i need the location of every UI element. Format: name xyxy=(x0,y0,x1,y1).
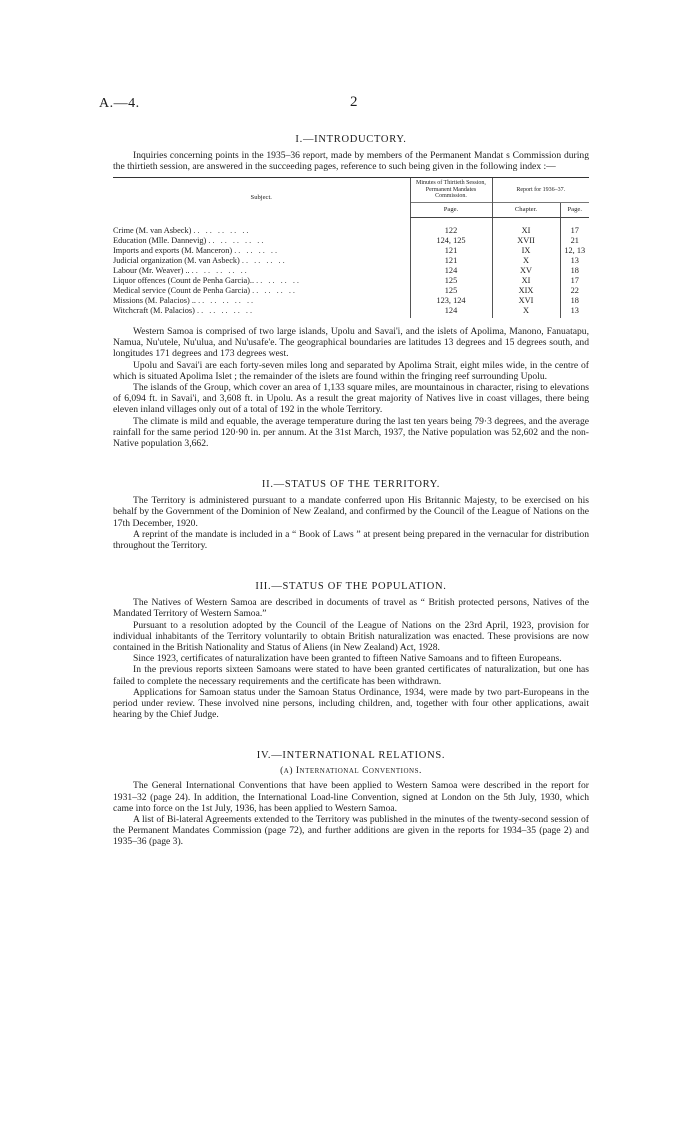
row-subject: Imports and exports (M. Manceron) .. .. .. .. xyxy=(113,245,280,255)
subsection-title-conventions: (a) International Conventions. xyxy=(280,766,422,777)
page-reference: A.—4. xyxy=(99,96,140,111)
chapter-header: Chapter. xyxy=(492,202,560,217)
row-subject: Crime (M. van Asbeck) .. .. .. .. .. xyxy=(113,225,251,235)
row-subject: Liquor offences (Count de Penha Garcia).. .. .. .. .. xyxy=(113,275,301,285)
table-row xyxy=(113,276,589,286)
row-subject: Labour (Mr. Weaver) .. .. .. .. .. .. xyxy=(113,265,249,275)
row-page: 18 xyxy=(560,296,589,306)
table-row xyxy=(113,296,589,306)
table-row xyxy=(113,217,589,236)
row-chapter: X xyxy=(492,256,560,266)
row-page: 17 xyxy=(560,276,589,286)
paragraph: The Natives of Western Samoa are described in documents of travel as “ British protected persons, Natives of the Mandated Territory of Western Samoa.” xyxy=(113,597,589,620)
row-chapter: XI xyxy=(492,276,560,286)
page-number: 2 xyxy=(350,94,358,110)
row-page: 13 xyxy=(560,306,589,318)
row-chapter: XV xyxy=(492,266,560,276)
row-subject: Medical service (Count de Penha Garcia) .. .. .. .. xyxy=(113,285,297,295)
paragraph: A reprint of the mandate is included in a “ Book of Laws ” at present being prepared in the vernacular for distribution throughout the Territory. xyxy=(113,528,589,551)
row-chapter: IX xyxy=(492,246,560,256)
row-subject: Education (Mlle. Dannevig) .. .. .. .. .. xyxy=(113,235,266,245)
minutes-page-header: Page. xyxy=(410,202,492,217)
report-column-header: Report for 1936–37. xyxy=(492,178,589,203)
subject-column-header: Subject. xyxy=(113,178,410,218)
report-page-header: Page. xyxy=(560,202,589,217)
row-page: 17 xyxy=(560,217,589,236)
paragraph: Applications for Samoan status under the Samoan Status Ordinance, 1934, were made by two part-Europeans in the period under review. These involved nine persons, including children, and, together with four other applications, await hearing by the Chief Judge. xyxy=(113,686,589,721)
row-chapter: XI xyxy=(492,217,560,236)
table-row xyxy=(113,286,589,296)
paragraph: The climate is mild and equable, the average temperature during the last ten years being 79·3 degrees, and the average rainfall for the same period 120·90 in. per annum. At the 31st March, 1937, the Native population was 52,602 and the non-Native population 3,662. xyxy=(113,415,589,449)
row-chapter: XVII xyxy=(492,236,560,246)
row-page: 22 xyxy=(560,286,589,296)
row-minutes: 123, 124 xyxy=(410,296,492,306)
row-minutes: 122 xyxy=(410,217,492,236)
row-chapter: X xyxy=(492,306,560,318)
minutes-column-header: Minutes of Thirtieth Session, Permanent Mandates Commission. xyxy=(410,178,492,203)
table-row xyxy=(113,306,589,318)
row-chapter: XVI xyxy=(492,296,560,306)
row-subject: Witchcraft (M. Palacios) .. .. .. .. .. xyxy=(113,305,255,315)
paragraph: Upolu and Savai'i are each forty-seven miles long and separated by Apolima Strait, eight miles wide, in the centre of which is situated Apolima Islet ; the remainder of the islets are found within the fringing reef surrounding Upolu. xyxy=(113,359,589,382)
row-page: 21 xyxy=(560,236,589,246)
paragraph: Pursuant to a resolution adopted by the Council of the League of Nations on the 23rd April, 1923, provision for individual inhabitants of the Territory voluntarily to obtain British naturalization was enacted. These provisions are now contained in the British Nationality and Status of Aliens (in New Zealand) Act, 1928. xyxy=(113,619,589,653)
page-body xyxy=(113,134,589,848)
paragraph: The General International Conventions that have been applied to Western Samoa were described in the report for 1931–32 (page 24). In addition, the International Load-line Convention, signed at London on the 5th July, 1930, which came into force on the 1st July, 1936, has been applied to Western Samoa. xyxy=(113,780,589,814)
section-title-status-population: III.—STATUS OF THE POPULATION. xyxy=(255,581,447,593)
table-row xyxy=(113,256,589,266)
row-minutes: 124, 125 xyxy=(410,236,492,246)
section-title-international-relations: IV.—INTERNATIONAL RELATIONS. xyxy=(256,750,446,762)
table-row xyxy=(113,236,589,246)
table-row xyxy=(113,266,589,276)
row-minutes: 124 xyxy=(410,266,492,276)
paragraph: Western Samoa is comprised of two large islands, Upolu and Savai'i, and the islets of Apolima, Manono, Fanuatapu, Namua, Nu'utele, Nu'ulua, and Nu'usafe'e. The geographical boundaries are latitudes 13 degrees and 15 degrees south, and longitudes 171 degrees and 173 degrees west. xyxy=(113,325,589,360)
paragraph: The Territory is administered pursuant to a mandate conferred upon His Britannic Majesty, to be exercised on his behalf by the Government of the Dominion of New Zealand, and confirmed by the Council of the League of Nations on the 17th December, 1920. xyxy=(113,495,589,529)
row-page: 18 xyxy=(560,266,589,276)
paragraph: In the previous reports sixteen Samoans were stated to have been granted certificates of naturalization, but one has failed to complete the necessary requirements and the certificate has been withdrawn. xyxy=(113,664,589,687)
row-subject: Missions (M. Palacios) .. .. .. .. .. .. xyxy=(113,295,256,305)
row-chapter: XIX xyxy=(492,286,560,296)
table-row xyxy=(113,246,589,256)
row-page: 13 xyxy=(560,256,589,266)
row-minutes: 121 xyxy=(410,256,492,266)
row-minutes: 125 xyxy=(410,276,492,286)
paragraph: Since 1923, certificates of naturalization have been granted to fifteen Native Samoans and to fifteen Europeans. xyxy=(133,653,562,665)
row-minutes: 121 xyxy=(410,246,492,256)
row-minutes: 125 xyxy=(410,286,492,296)
row-minutes: 124 xyxy=(410,306,492,318)
section-title-introductory: I.—INTRODUCTORY. xyxy=(295,134,407,145)
index-table xyxy=(113,177,589,318)
row-page: 12, 13 xyxy=(560,246,589,256)
section-title-status-territory: II.—STATUS OF THE TERRITORY. xyxy=(261,479,441,491)
paragraph: The islands of the Group, which cover an area of 1,133 square miles, are mountainous in character, rising to elevations of 6,094 ft. in Savai'i, and 3,608 ft. in Upolu. As a result the great majority of Natives live in coast villages, there being eleven inland villages only out of a total of 192 in the whole Territory. xyxy=(113,381,589,416)
row-subject: Judicial organization (M. van Asbeck) .. .. .. .. xyxy=(113,255,287,265)
intro-paragraph: Inquiries concerning points in the 1935–36 report, made by members of the Permanent Mandat s Commission during the thirtieth session, are answered in the succeeding pages, reference to such being given in the following index :— xyxy=(113,150,589,173)
paragraph: A list of Bi-lateral Agreements extended to the Territory was published in the minutes of the twenty-second session of the Permanent Mandates Commission (page 72), and further additions are given in the reports for 1934–35 (page 2) and 1935–36 (page 3). xyxy=(113,814,589,848)
